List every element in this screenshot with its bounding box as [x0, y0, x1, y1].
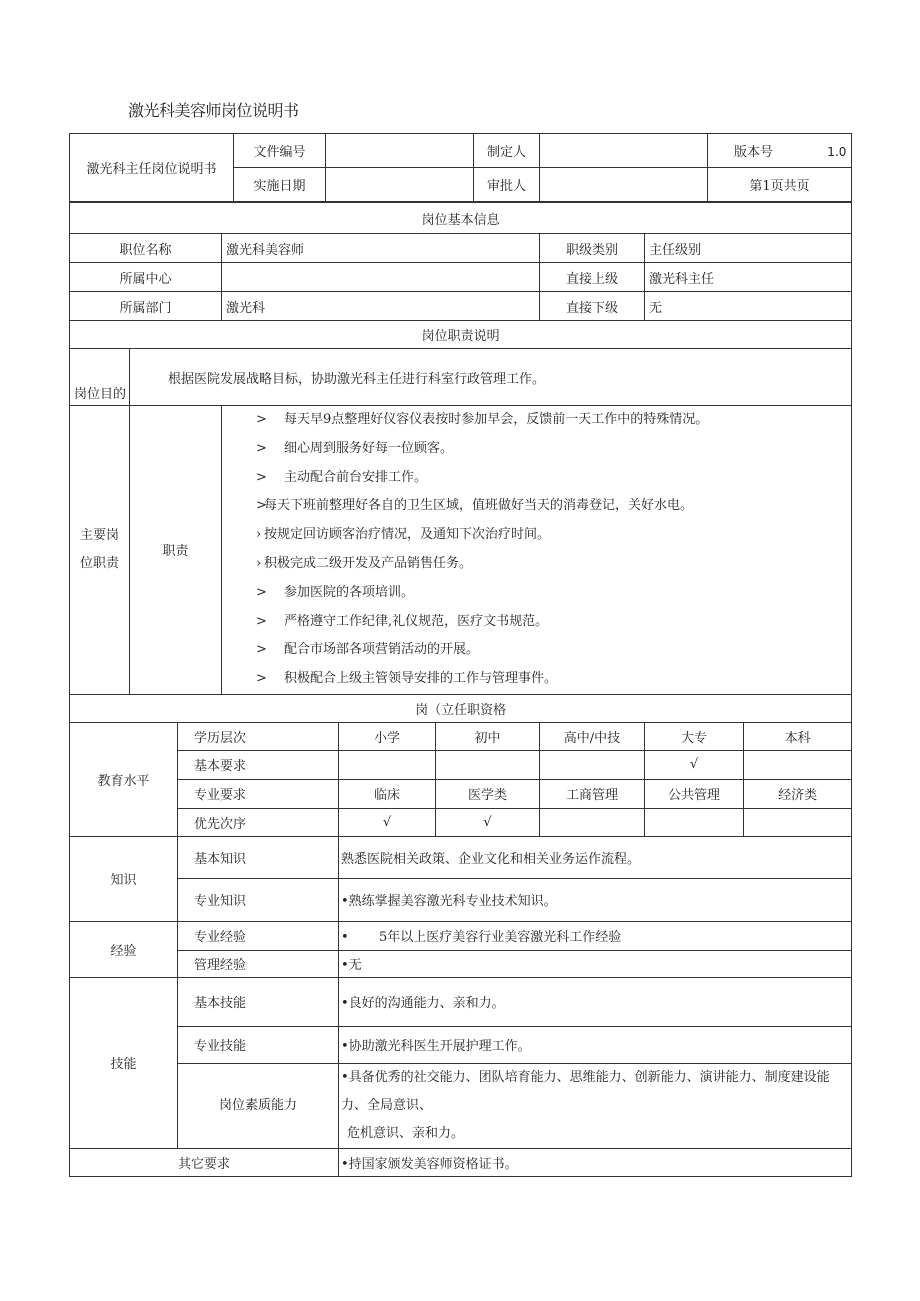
edu-level-1: 小学 [339, 722, 436, 750]
duty-text: 主动配合前台安排工作。 [284, 469, 428, 485]
priority-5 [744, 808, 852, 836]
priority-2: √ [436, 808, 540, 836]
pro-exp-value: 5年以上医疗美容行业美容激光科工作经验 [378, 930, 622, 946]
skills-label: 技能 [70, 977, 178, 1148]
duty-marker-icon: > [256, 613, 267, 629]
basic-req-4: √ [645, 750, 744, 779]
mgmt-exp-label: 管理经验 [178, 950, 339, 977]
duty-item [222, 406, 851, 435]
purpose-value: 根据医院发展战略目标，协助激光科主任进行科室行政管理工作。 [130, 349, 852, 406]
dept-label: 所属部门 [70, 292, 222, 321]
duty-text: 每天早9点整理好仪容仪表按时参加早会，反馈前一天工作中的特殊情况。 [284, 412, 709, 427]
dept-value: 激光科 [222, 292, 540, 321]
basic-req-3 [540, 750, 645, 779]
major-2: 医学类 [436, 779, 540, 808]
center-value [222, 263, 540, 292]
knowledge-label: 知识 [70, 836, 178, 921]
header-table [69, 133, 852, 202]
pro-skill-label: 专业技能 [178, 1026, 339, 1063]
level-label: 职级类别 [540, 234, 645, 263]
duty-marker-icon: › [256, 555, 262, 571]
duty-text: 每天下班前整理好各自的卫生区域，值班做好当天的消毒登记，关好水电。 [264, 498, 694, 514]
pro-exp-bullet: • [341, 930, 349, 946]
duty-item [222, 492, 851, 521]
version-value: 1.0 [827, 145, 847, 159]
edu-level-label: 学历层次 [178, 722, 339, 750]
duty-marker-icon: > [256, 642, 267, 658]
level-value: 主任级别 [645, 234, 852, 263]
duty-label: 职责 [130, 406, 222, 695]
subordinate-label: 直接下级 [540, 292, 645, 321]
priority-label: 优先次序 [178, 808, 339, 836]
duty-text: 配合市场部各项营销活动的开展。 [284, 642, 480, 658]
duty-item [222, 464, 851, 493]
basic-req-5 [744, 750, 852, 779]
duty-text: 积极完成二级开发及产品销售任务。 [264, 555, 473, 571]
major-label: 专业要求 [178, 779, 339, 808]
pro-exp-cell [339, 921, 852, 950]
duty-item [222, 608, 851, 637]
drafter-value [540, 134, 708, 168]
page-info: 第1页共页 [708, 168, 852, 202]
impl-date-label: 实施日期 [234, 168, 326, 202]
superior-label: 直接上级 [540, 263, 645, 292]
main-duties-label: 主要岗位职责 [70, 406, 130, 695]
duty-marker-icon: > [256, 469, 267, 485]
duty-marker-icon: > [256, 671, 267, 687]
duty-item [222, 665, 851, 694]
major-1: 临床 [339, 779, 436, 808]
pro-exp-label: 专业经验 [178, 921, 339, 950]
duty-marker-icon: > [256, 412, 267, 427]
priority-1: √ [339, 808, 436, 836]
approver-label: 审批人 [474, 168, 540, 202]
duty-text: 严格遵守工作纪律,礼仪规范，医疗文书规范。 [284, 613, 549, 629]
file-no-label: 文件编号 [234, 134, 326, 168]
document-title: 激光科美容师岗位说明书 [128, 101, 299, 120]
position-name-value: 激光科美容师 [222, 234, 540, 263]
center-label: 所属中心 [70, 263, 222, 292]
basic-req-1 [339, 750, 436, 779]
position-name-label: 职位名称 [70, 234, 222, 263]
edu-level-5: 本科 [744, 722, 852, 750]
superior-value: 激光科主任 [645, 263, 852, 292]
quality-line-1: •具备优秀的社交能力、团队培育能力、思维能力、创新能力、演讲能力、制度建设能力、全局意识、 [341, 1069, 830, 1113]
qual-section-title: 岗（立任职资格 [70, 694, 852, 722]
basic-req-label: 基本要求 [178, 750, 339, 779]
pro-knowledge-value: •熟练掌握美容激光科专业技术知识。 [339, 878, 852, 921]
pro-knowledge-label: 专业知识 [178, 878, 339, 921]
duty-marker-icon: › [256, 527, 262, 543]
duties-section-title: 岗位职责说明 [70, 321, 852, 349]
duty-text: 按规定回访顾客治疗情况，及通知下次治疗时间。 [264, 527, 551, 543]
duty-item [222, 550, 851, 579]
major-3: 工商管理 [540, 779, 645, 808]
doc-name: 激光科主任岗位说明书 [70, 134, 234, 202]
other-label: 其它要求 [70, 1148, 339, 1176]
major-4: 公共管理 [645, 779, 744, 808]
duty-item [222, 435, 851, 464]
duty-item [222, 636, 851, 665]
duty-item [222, 579, 851, 608]
other-value: •持国家颁发美容师资格证书。 [339, 1148, 852, 1176]
subordinate-value: 无 [645, 292, 852, 321]
duty-item [222, 521, 851, 550]
edu-level-3: 高中/中技 [540, 722, 645, 750]
education-label: 教育水平 [70, 722, 178, 836]
quality-label: 岗位素质能力 [178, 1063, 339, 1148]
impl-date-value [326, 168, 474, 202]
experience-label: 经验 [70, 921, 178, 977]
basic-req-2 [436, 750, 540, 779]
duty-marker-icon: > [256, 440, 267, 456]
drafter-label: 制定人 [474, 134, 540, 168]
edu-level-4: 大专 [645, 722, 744, 750]
edu-level-2: 初中 [436, 722, 540, 750]
duty-marker-icon: > [256, 498, 267, 514]
duty-text: 积极配合上级主管领导安排的工作与管理事件。 [284, 671, 558, 687]
purpose-label: 岗位目的 [70, 349, 130, 406]
basic-knowledge-label: 基本知识 [178, 836, 339, 878]
basic-skill-value: •良好的沟通能力、亲和力。 [339, 977, 852, 1026]
major-5: 经济类 [744, 779, 852, 808]
pro-skill-value: •协助激光科医生开展护理工作。 [339, 1026, 852, 1063]
main-table [69, 202, 852, 1177]
mgmt-exp-value: •无 [339, 950, 852, 977]
duty-text: 细心周到服务好每一位顾客。 [284, 440, 454, 456]
version-cell [708, 134, 852, 168]
basic-skill-label: 基本技能 [178, 977, 339, 1026]
file-no-value [326, 134, 474, 168]
duty-list [222, 406, 852, 695]
priority-3 [540, 808, 645, 836]
approver-value [540, 168, 708, 202]
basic-section-title: 岗位基本信息 [70, 203, 852, 234]
quality-cell [339, 1063, 852, 1148]
priority-4 [645, 808, 744, 836]
version-label: 版本号 [734, 145, 774, 160]
basic-knowledge-value: 熟悉医院相关政策、企业文化和相关业务运作流程。 [339, 836, 852, 878]
duty-marker-icon: > [256, 584, 267, 600]
quality-line-2: 危机意识、亲和力。 [347, 1125, 465, 1141]
duty-text: 参加医院的各项培训。 [284, 584, 415, 600]
